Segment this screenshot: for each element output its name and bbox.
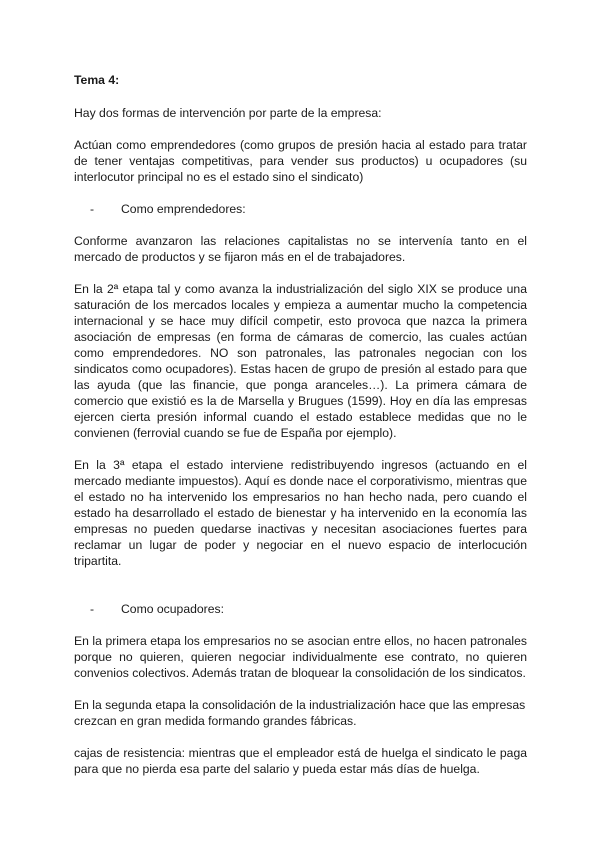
bullet-dash: - (90, 202, 95, 216)
paragraph-second-stage: En la 2ª etapa tal y como avanza la industrialización del siglo XIX se produce una saturación de los mercados locales y empieza a aumentar mucho la competencia internacional y se hace muy difícil competir, esto provoca que nazca la primera asociación de empresas (en forma de cámaras de comercio, las cuales actúan como emprendedores. NO son patronales, las patronales negocian con los sindicatos como ocupadores). Estas hacen de grupo de presión al estado para que las ayuda (que las financie, que ponga aranceles…). La primera cámara de comercio que existió es la de Marsella y Brugues (1599). Hoy en día las empresas ejercen cierta presión informal cuando el estado establece medidas que no le convienen (ferrovial cuando se fue de España por ejemplo). (74, 282, 527, 440)
paragraph-second-stage-employers: En la segunda etapa la consolidación de la industrialización hace que las empresas crezcan en gran medida formando grandes fábricas. (74, 698, 526, 728)
forms-paragraph: Actúan como emprendedores (como grupos de presión hacia al estado para tratar de tener ventajas competitivas, para vender sus productos) u ocupadores (su interlocutor principal no es el estado sino el sindicato) (74, 138, 527, 184)
document-title: Tema 4: (74, 73, 120, 87)
document-body (74, 72, 527, 793)
spacer (74, 585, 527, 601)
bullet-emprendedores (74, 201, 527, 217)
bullet-label: Como ocupadores: (121, 602, 224, 616)
paragraph-markets: Conforme avanzaron las relaciones capitalistas no se intervenía tanto en el mercado de productos y se fijaron más en el de trabajadores. (74, 234, 527, 264)
bullet-ocupadores (74, 601, 527, 617)
intro-paragraph: Hay dos formas de intervención por parte de la empresa: (74, 106, 382, 120)
bullet-dash: - (90, 602, 95, 616)
bullet-label: Como emprendedores: (121, 202, 246, 216)
paragraph-resistance-funds: cajas de resistencia: mientras que el empleador está de huelga el sindicato le paga para que no pierda esa parte del salario y pueda estar más días de huelga. (74, 746, 527, 776)
paragraph-third-stage: En la 3ª etapa el estado interviene redistribuyendo ingresos (actuando en el mercado mediante impuestos). Aquí es donde nace el corporativismo, mientras que el estado no ha intervenido los empresarios no han hecho nada, pero cuando el estado ha desarrollado el estado de bienestar y ha intervenido en la economía las empresas no pueden quedarse inactivas y necesitan asociaciones fuertes para reclamar un lugar de poder y negociar en el nuevo espacio de interlocución tripartita. (74, 458, 527, 568)
paragraph-first-stage-employers: En la primera etapa los empresarios no se asocian entre ellos, no hacen patronales porque no quieren, quieren negociar individualmente ese contrato, no quieren convenios colectivos. Además tratan de bloquear la consolidación de los sindicatos. (74, 634, 527, 680)
